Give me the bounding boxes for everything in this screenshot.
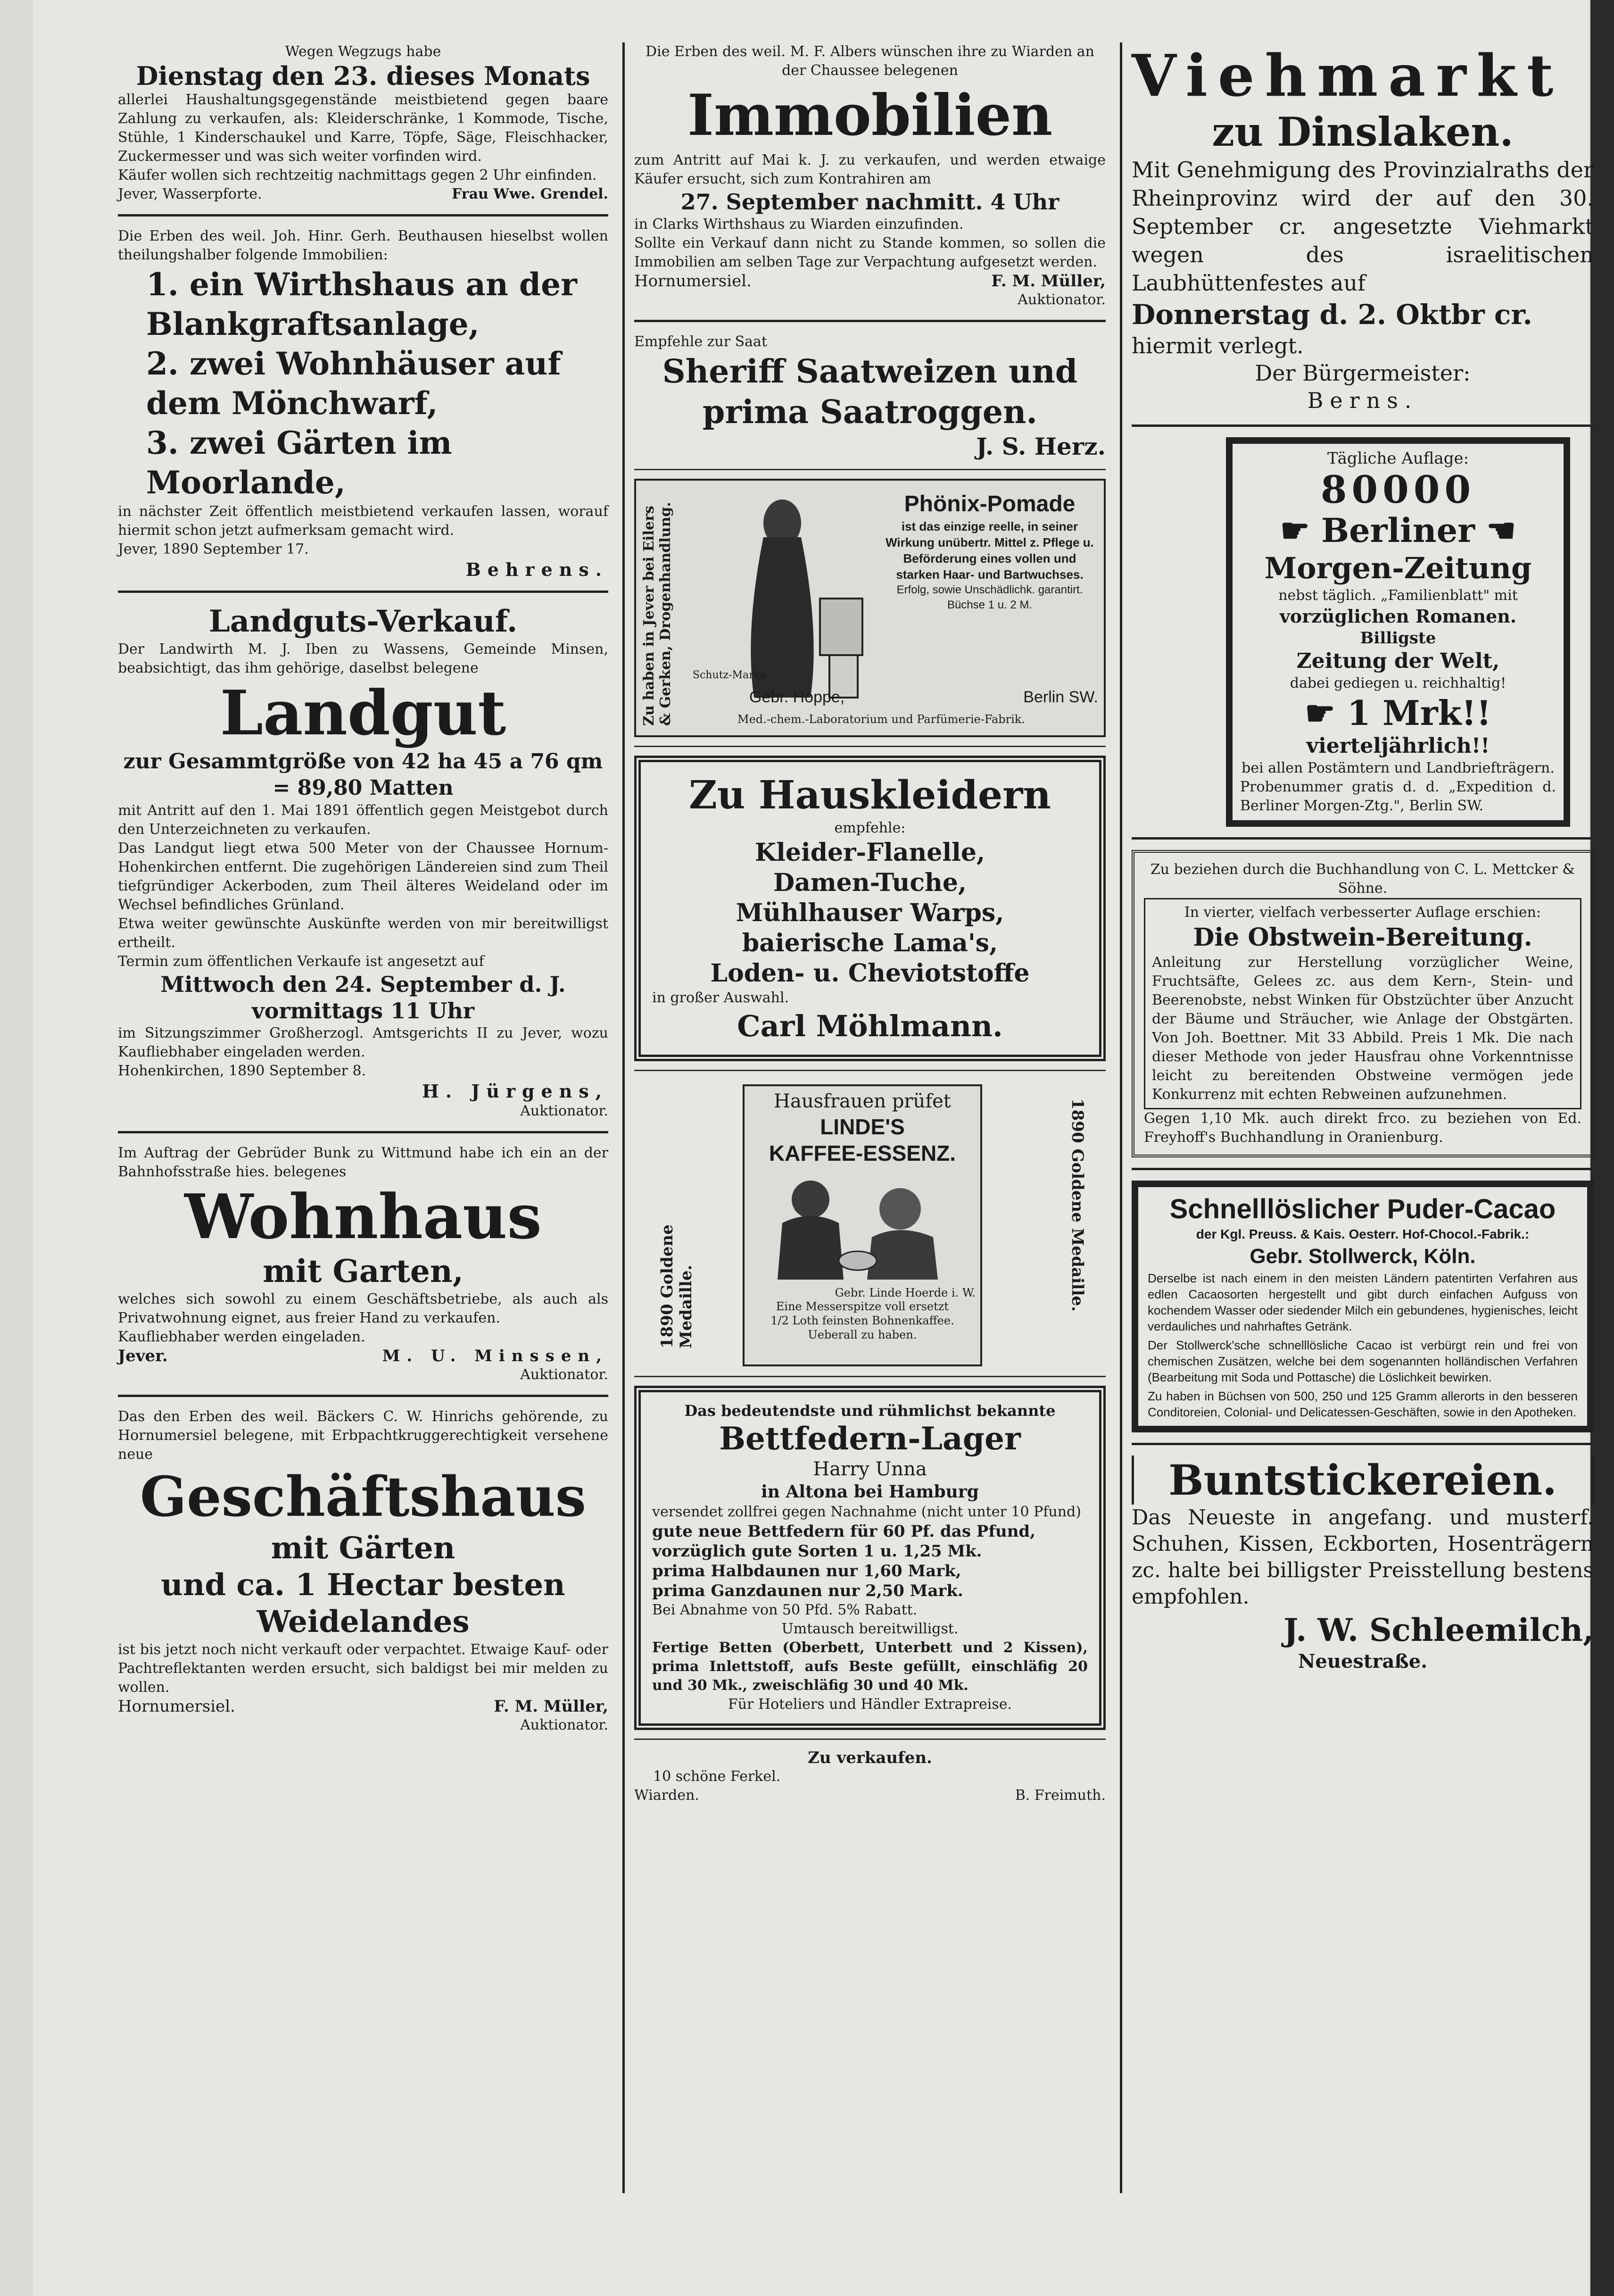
ad-phoenix-pomade <box>634 479 1106 737</box>
ad-ferkel <box>634 1748 1106 1805</box>
column-divider-2 <box>1120 42 1122 2193</box>
ad-item-4: baierische Lama's, <box>742 929 998 957</box>
ad-intro: Der Landwirth M. J. Iben zu Wassens, Gemeinde Minsen, beabsichtigt, das ihm gehörige, daselbst belegene <box>118 641 608 676</box>
ad-body-3: Zu haben in Büchsen von 500, 250 und 125 Gramm allerorts in den besseren Conditoreien, Colonial- und Delicatessen-Geschäften, sowie in den Apotheken. <box>1148 1389 1578 1419</box>
ad-date-line: Dienstag den 23. dieses Monats <box>136 61 590 91</box>
ad-subtitle: mit Garten, <box>263 1253 464 1289</box>
ad-intro: Die Erben des weil. Joh. Hinr. Gerh. Beuthausen hieselbst wollen theilungshalber folgende Immobilien: <box>118 228 608 263</box>
divider <box>634 320 1106 322</box>
ad-footer: Für Hoteliers und Händler Extrapreise. <box>728 1696 1012 1713</box>
pointing-hand-left-icon: ☛ <box>1280 511 1310 550</box>
ad-beds: Fertige Betten (Oberbett, Unterbett und 2 Kissen), prima Inlettstoff, aufs Beste gefüllt, einschläfig 20 und 30 Mk., zweischläfig 30 und 40 Mk. <box>652 1639 1088 1694</box>
ad-maker: Gebr. Hoppe, <box>749 688 845 706</box>
ad-item-3: 3. zwei Gärten im Moorlande, <box>146 424 452 501</box>
ad-body-3: Etwa weiter gewünschte Auskünfte werden von mir bereitwilligst ertheilt. <box>118 915 608 951</box>
ad-item-2: 2. zwei Wohnhäuser auf dem Mönchwarf, <box>146 345 561 422</box>
ad-circulation-label: Tägliche Auflage: <box>1327 449 1469 468</box>
ad-subtitle: zu Dinslaken. <box>1212 108 1514 155</box>
ad-date-line: Mittwoch den 24. September d. J. <box>160 972 566 997</box>
ad-body: Anleitung zur Herstellung vorzüglicher Weine, Fruchtsäfte, Gelees zc. aus dem Kern-, Stein- und Beerenobste, nebst Winken für Obstzüchter über Anzucht der Bäume und Sträucher, wie Anlage der Obstgärten. Von Joh. Boettner. Mit 33 Abbild. Preis 1 Mk. Die nach dieser Methode von jeder Hausfrau ohne Vorkenntnisse leicht zu bereitenden Obstweine vermögen jede Konkurrenz mit echten Rebweinen aufzunehmen. <box>1152 954 1573 1103</box>
ad-wohnhaus <box>118 1144 608 1384</box>
ad-sub-2: vorzüglichen Romanen. <box>1279 606 1517 627</box>
ad-footer: Med.-chem.-Laboratorium und Parfümerie-Fabrik. <box>737 713 1025 726</box>
ad-intro: Empfehle zur Saat <box>634 333 767 350</box>
ad-date-line: Donnerstag d. 2. Oktbr cr. <box>1132 299 1532 331</box>
divider <box>118 1131 608 1133</box>
ad-footer-2: 1/2 Loth feinsten Bohnenkaffee. <box>770 1314 954 1327</box>
ad-circulation: 80000 <box>1320 467 1476 512</box>
ad-body: 10 schöne Ferkel. <box>653 1768 781 1785</box>
ad-body: Mit Genehmigung des Provinzialraths der Rheinprovinz wird der auf den 30. September cr. angesetzte Viehmarkt wegen des israelitischen Laubhüttenfestes auf <box>1132 157 1594 296</box>
ad-stollwerck-cacao <box>1132 1181 1594 1432</box>
ad-footer <box>118 185 608 204</box>
ad-body-1: Derselbe ist nach einem in den meisten Ländern patentirten Verfahren aus edlen Cacaosorten hergestellt und gibt durch einfachen Aufguss von kochendem Wasser oder siedender Milch ein gebundenes, hygienisches, leicht verdauliches und nahrhaftes Getränk. <box>1148 1271 1578 1333</box>
ad-text <box>881 490 1098 613</box>
divider <box>634 1376 1106 1377</box>
ad-title: Immobilien <box>687 82 1053 149</box>
ad-body-5: im Sitzungszimmer Großherzogl. Amtsgerichts II zu Jever, wozu Kaufliebhaber eingeladen werden. <box>118 1025 608 1060</box>
pointing-hand-right-icon: ☚ <box>1486 511 1516 550</box>
ad-bettfedern <box>634 1386 1106 1730</box>
ad-signature: H. Jürgens, <box>422 1081 608 1102</box>
divider <box>1132 1443 1594 1445</box>
ad-maker-city: Berlin SW. <box>1023 688 1098 706</box>
ad-footer-1: Eine Messerspitze voll ersetzt <box>776 1300 949 1313</box>
ad-item-3: Mühlhauser Warps, <box>736 898 1004 927</box>
divider <box>634 469 1106 470</box>
family-coffee-illustration <box>745 1166 976 1284</box>
ad-body-1: mit Antritt auf den 1. Mai 1891 öffentlich gegen Meistgebot durch den Unterzeichneten zu verkaufen. <box>118 802 608 838</box>
ad-date-line: 27. September nachmitt. 4 Uhr <box>680 189 1059 215</box>
ad-edition: In vierter, vielfach verbesserter Auflage erschien: <box>1184 904 1541 921</box>
ad-footer <box>634 1786 1106 1805</box>
column-3 <box>1132 42 1594 1673</box>
ad-item-2: Damen-Tuche, <box>773 868 967 897</box>
ad-place: Wiarden. <box>634 1787 699 1804</box>
ad-brand: LINDE'S <box>820 1115 905 1139</box>
ad-image-frame <box>743 1084 982 1366</box>
ad-saatweizen <box>634 333 1106 460</box>
ad-rich: dabei gediegen u. reichhaltig! <box>1290 675 1506 691</box>
divider <box>118 214 608 216</box>
ad-note: Erfolg, sowie Unschädlichk. garantirt. Büchse 1 u. 2 M. <box>896 583 1083 611</box>
ad-item-1: 1. ein Wirthshaus an der Blankgraftsanlage, <box>146 266 577 342</box>
ad-city: in Altona bei Hamburg <box>761 1482 979 1502</box>
ad-place: Hornumersiel. <box>118 1697 235 1716</box>
ad-size-2: = 89,80 Matten <box>273 776 454 800</box>
ad-sub: der Kgl. Preuss. & Kais. Oesterr. Hof-Chocol.-Fabrik.: <box>1196 1227 1530 1241</box>
ad-title: Buntstickereien. <box>1132 1456 1594 1505</box>
ad-cheap: Billigste <box>1360 629 1436 648</box>
ad-geschaeftshaus <box>118 1407 608 1735</box>
ad-title: Viehmarkt <box>1132 42 1564 109</box>
ad-title-2: Morgen-Zeitung <box>1264 551 1532 585</box>
ad-heading: Landguts-Verkauf. <box>208 604 518 639</box>
ad-discount: Bei Abnahme von 50 Pfd. 5% Rabatt. <box>652 1602 918 1618</box>
ad-item-1: Kleider-Flanelle, <box>754 838 985 867</box>
ad-date: Jever, 1890 September 17. <box>118 541 309 557</box>
ad-body: ist bis jetzt noch nicht verkauft oder verpachtet. Etwaige Kauf- oder Pachtreflektanten werden ersucht, sich baldigst bei mir melden zu wollen. <box>118 1641 608 1696</box>
divider <box>634 1739 1106 1740</box>
divider <box>118 591 608 593</box>
ad-title-1: ☛ Berliner ☚ <box>1280 511 1516 550</box>
ad-body-2: in Clarks Wirthshaus zu Wiarden einzufinden. <box>634 216 964 233</box>
ad-place: Jever, Wasserpforte. <box>118 186 262 202</box>
ad-price-1: gute neue Bettfedern für 60 Pf. das Pfund, <box>652 1522 1036 1541</box>
ad-body-2: Das Landgut liegt etwa 500 Meter von der Chaussee Hornum-Hohenkirchen entfernt. Die zugehörigen Ländereien sind zum Theil tiefgründiger Ackerboden, zum Theil älteres Weideland oder im Wechsel befindliches Grünland. <box>118 840 608 913</box>
ad-obstwein <box>1132 850 1594 1157</box>
ad-heading: Zu verkaufen. <box>808 1748 932 1767</box>
ad-price-2: vorzüglich gute Sorten 1 u. 1,25 Mk. <box>652 1542 982 1561</box>
ad-place: Jever. <box>118 1347 168 1365</box>
ad-signature: Behrens. <box>465 559 608 580</box>
ad-exchange: Umtausch bereitwilligst. <box>781 1621 959 1637</box>
ad-body: versendet zollfrei gegen Nachnahme (nicht unter 10 Pfund) <box>652 1504 1081 1520</box>
ad-footer-3: Ueberall zu haben. <box>808 1328 917 1341</box>
ad-buntstickereien <box>1132 1456 1594 1673</box>
ad-footer <box>634 272 1106 291</box>
ad-signature: B. Freimuth. <box>1015 1787 1106 1804</box>
ad-immobilien-albers <box>634 42 1106 309</box>
ad-name: Harry Unna <box>813 1458 927 1480</box>
ad-world: Zeitung der Welt, <box>1296 649 1500 673</box>
ad-signature: M. U. Minssen, <box>382 1347 608 1365</box>
ad-body: allerlei Haushaltungsgegenstände meistbietend gegen baare Zahlung zu verkaufen, als: Kleiderschränke, 1 Kommode, Tische, Stühle, 1 Kinderschaukel und Karre, Töpfe, Säge, Fleischhacker, Zuckermesser und was sich weiter vorfinden wird. <box>118 92 608 165</box>
ad-price-4: prima Ganzdaunen nur 2,50 Mark. <box>652 1581 963 1600</box>
ad-body: Das Neueste in angefang. und musterf. Schuhen, Kissen, Eckborten, Hosenträgern zc. halte bei billigster Preisstellung bestens empfohlen. <box>1132 1506 1594 1609</box>
ad-product: KAFFEE-ESSENZ. <box>769 1141 956 1165</box>
divider <box>1132 837 1594 840</box>
ad-price-3: prima Halbdaunen nur 1,60 Mark, <box>652 1562 961 1581</box>
ad-title: Landgut <box>220 677 506 749</box>
ad-signature: F. M. Müller, <box>991 272 1106 291</box>
ad-title: Schnelllöslicher Puder-Cacao <box>1169 1194 1556 1224</box>
ad-quarterly: vierteljährlich!! <box>1306 734 1490 758</box>
ad-date: Hohenkirchen, 1890 September 8. <box>118 1063 366 1079</box>
divider <box>1132 424 1594 427</box>
ad-intro: Die Erben des weil. M. F. Albers wünschen ihre zu Wiarden an der Chaussee belegenen <box>646 43 1094 79</box>
column-divider-1 <box>622 42 625 2193</box>
ad-household-auction <box>118 42 608 204</box>
ad-line-2: mit Gärten <box>271 1531 455 1566</box>
ad-berliner-morgen-zeitung <box>1226 437 1570 827</box>
ad-maker: Gebr. Linde Hoerde i. W. <box>835 1286 976 1299</box>
ad-body-2: Der Stollwerck'sche schnelllösliche Cacao ist verbürgt rein und frei von chemischen Zusätzen, welche bei dem sogenannten holländischen Verfahren (Bearbeitung mit Soda und Pottasche) die Löslichkeit bewirken. <box>1148 1338 1578 1384</box>
ad-maker: Gebr. Stollwerck, Köln. <box>1250 1245 1476 1268</box>
ad-line-1: Sheriff Saatweizen und <box>662 353 1078 391</box>
ad-lindes-kaffee <box>634 1080 1106 1367</box>
ad-size: zur Gesammtgröße von 42 ha 45 a 76 qm <box>123 749 603 774</box>
ad-buyers: Kaufliebhaber werden eingeladen. <box>118 1329 365 1345</box>
page-edge-shadow <box>1590 0 1614 2296</box>
ad-vertical-right: 1890 Goldene Medaille. <box>1068 1098 1087 1312</box>
ad-body: ist das einzige reelle, in seiner Wirkung unübertr. Mittel z. Pflege u. Beförderung eines vollen und starken Haar- und Bartwuchses. <box>886 519 1094 582</box>
ad-vertical-left: 1890 Goldene Medaille. <box>658 1224 695 1348</box>
ad-title: Zu Hauskleidern <box>688 773 1051 818</box>
ad-hauskleider <box>634 756 1106 1061</box>
ad-footer <box>118 1697 608 1716</box>
ad-footer: Gegen 1,10 Mk. auch direkt frco. zu beziehen von Ed. Freyhoff's Buchhandlung in Oranienburg. <box>1144 1110 1581 1146</box>
divider <box>634 746 1106 747</box>
pointing-hand-left-icon: ☛ <box>1305 693 1335 733</box>
ad-place: Hornumersiel. <box>634 272 752 291</box>
ad-line-1: Hausfrauen prüfet <box>774 1090 951 1112</box>
column-2 <box>634 42 1106 1805</box>
divider <box>634 1070 1106 1071</box>
ad-body-1: zum Antritt auf Mai k. J. zu verkaufen, und werden etwaige Käufer ersucht, sich zum Kontrahiren am <box>634 152 1106 187</box>
ad-immobilien-beuthausen <box>118 227 608 580</box>
divider <box>118 1395 608 1397</box>
ad-intro: Das bedeutendste und rühmlichst bekannte <box>684 1402 1056 1420</box>
ad-signature: F. M. Müller, <box>494 1697 608 1716</box>
divider <box>1132 1168 1594 1170</box>
ad-role: Auktionator. <box>1018 291 1106 308</box>
ad-intro: Das den Erben des weil. Bäckers C. W. Hinrichs gehörende, zu Hornumersiel belegene, mit Erbpachtkruggerechtigkeit versehene neue <box>118 1408 608 1463</box>
ad-intro: Im Auftrag der Gebrüder Bunk zu Wittmund habe ich ein an der Bahnhofsstraße hies. belegenes <box>118 1145 608 1180</box>
ad-title: Wohnhaus <box>184 1181 542 1253</box>
ad-buyers: Käufer wollen sich rechtzeitig nachmittags gegen 2 Uhr einfinden. <box>118 167 597 183</box>
column-1 <box>118 42 608 1735</box>
ad-street: Neuestraße. <box>1298 1650 1428 1672</box>
ad-line-3: und ca. 1 Hectar besten <box>161 1567 565 1603</box>
ad-time-line: vormittags 11 Uhr <box>252 998 474 1023</box>
ad-viehmarkt <box>1132 42 1594 414</box>
ad-item-5: Loden- u. Cheviotstoffe <box>710 959 1030 988</box>
ad-intro: Wegen Wegzugs habe <box>285 43 441 60</box>
ad-signature: J. S. Herz. <box>976 433 1106 460</box>
ad-body-3: Sollte ein Verkauf dann nicht zu Stande kommen, so sollen die Immobilien am selben Tage zur Verpachtung aufgesetzt werden. <box>634 235 1106 270</box>
ad-maker-row <box>749 688 1098 707</box>
ad-body: welches sich sowohl zu einem Geschäftsbetriebe, als auch als Privatwohnung eignet, aus freier Hand zu verkaufen. <box>118 1291 608 1326</box>
ad-line-4: Weidelandes <box>257 1604 470 1639</box>
ad-signature: Berns. <box>1307 388 1418 413</box>
ad-where: bei allen Postämtern und Landbriefträgern. <box>1242 760 1555 776</box>
ad-line-2: prima Saatroggen. <box>702 393 1038 431</box>
ad-role: Auktionator. <box>520 1366 608 1383</box>
ad-signature: Frau Wwe. Grendel. <box>452 186 608 202</box>
ad-price: ☛ 1 Mrk!! <box>1305 693 1491 733</box>
ad-note: in großer Auswahl. <box>652 990 789 1006</box>
ad-sub-1: nebst täglich. „Familienblatt" mit <box>1278 587 1518 604</box>
ad-signature: J. W. Schleemilch, <box>1283 1612 1594 1648</box>
ad-inner-box <box>1144 898 1581 1109</box>
ad-body: in nächster Zeit öffentlich meistbietend verkaufen lassen, worauf hiermit schon jetzt aufmerksam gemacht wird. <box>118 503 608 539</box>
ad-title: Bettfedern-Lager <box>719 1420 1021 1457</box>
ad-mark: Schutz-Marke. <box>693 669 770 681</box>
ad-title: Die Obstwein-Bereitung. <box>1193 923 1532 952</box>
ad-vertical-left: Zu haben in Jever bei Eilers & Gerken, Drogenhandlung. <box>641 502 674 726</box>
ad-title: Geschäftshaus <box>140 1465 587 1529</box>
ad-role: Auktionator. <box>520 1717 608 1733</box>
ad-signature: Carl Möhlmann. <box>737 1009 1003 1043</box>
ad-title: Phönix-Pomade <box>904 491 1076 516</box>
ad-body-4: Termin zum öffentlichen Verkaufe ist angesetzt auf <box>118 953 484 970</box>
ad-body-2: hiermit verlegt. <box>1132 333 1304 358</box>
ad-signer-title: Der Bürgermeister: <box>1255 360 1471 386</box>
ad-footer <box>118 1347 608 1365</box>
ad-intro: empfehle: <box>834 820 906 836</box>
ad-sample: Probenummer gratis d. d. „Expedition d. Berliner Morgen-Ztg.", Berlin SW. <box>1240 779 1556 814</box>
ad-role: Auktionator. <box>520 1103 608 1119</box>
ad-landgut <box>118 603 608 1121</box>
ad-intro: Zu beziehen durch die Buchhandlung von C. L. Mettcker & Söhne. <box>1150 861 1575 897</box>
